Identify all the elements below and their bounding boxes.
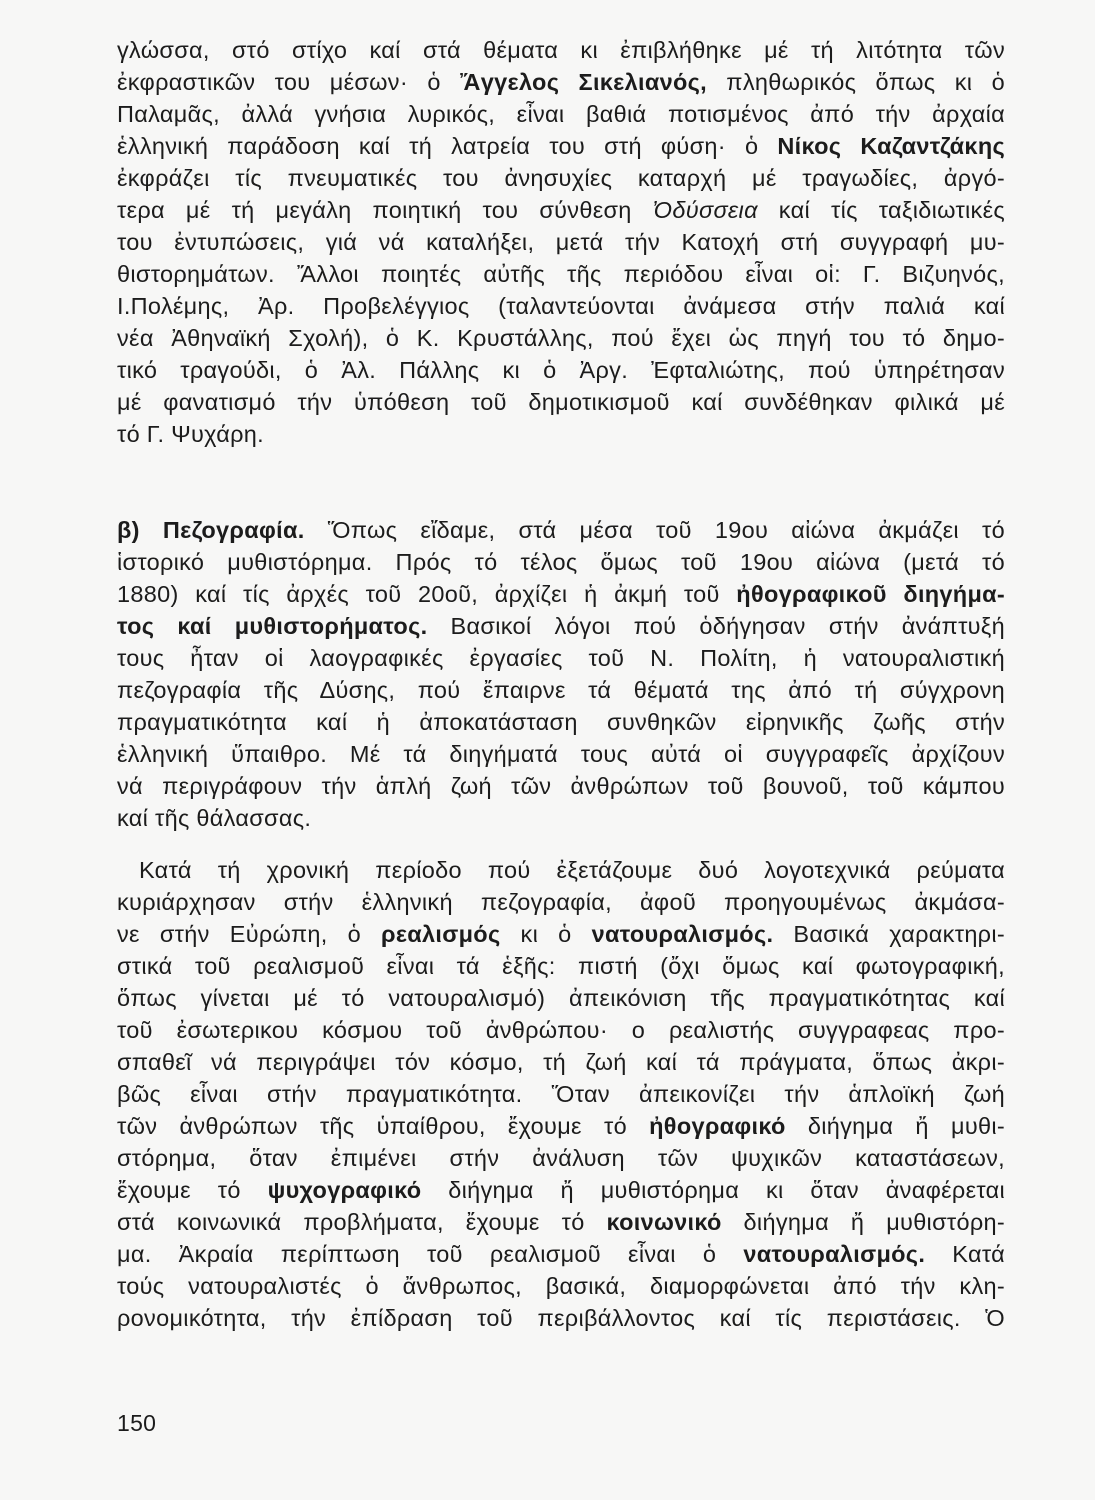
text-line: ἱστορικό μυθιστόρημα. Πρός τό τέλος ὅμως τοῦ 19ου αἰώνα (μετά τό <box>117 549 1005 575</box>
text-line: κυριάρχησαν στήν ἑλληνική πεζογραφία, ἀφοῦ προηγουμένως ἀκμάσα- <box>117 889 1005 915</box>
text-line: β) Πεζογραφία. Ὅπως εἴδαμε, στά μέσα τοῦ 19ου αἰώνα ἀκμάζει τό <box>117 517 1005 543</box>
text-line: καί τῆς θάλασσας. <box>117 805 312 831</box>
emphasis-term: νατουραλισμός. <box>591 921 774 947</box>
page-number: 150 <box>117 1410 157 1436</box>
text-line: ἔχουμε τό ψυχογραφικό διήγημα ἤ μυθιστόρημα κι ὅταν ἀναφέρεται <box>117 1177 1006 1203</box>
text-line: ἑλληνική παράδοση καί τή λατρεία του στή φύση· ὁ Νίκος Καζαντζάκης <box>117 133 1005 159</box>
text-line: μα. Ἀκραία περίπτωση τοῦ ρεαλισμοῦ εἶναι ὁ νατουραλισμός. Κατά <box>117 1241 1005 1267</box>
text-line: νέα Ἀθηναϊκή Σχολή), ὁ Κ. Κρυστάλλης, πού ἔχει ὡς πηγή του τό δημο- <box>117 325 1005 351</box>
emphasis-term: ψυχογραφικό <box>267 1177 422 1203</box>
text-line: τερα μέ τή μεγάλη ποιητική του σύνθεση Ὀδύσσεια καί τίς ταξιδιωτικές <box>117 197 1005 223</box>
text-line: γλώσσα, στό στίχο καί στά θέματα κι ἐπιβλήθηκε μέ τή λιτότητα τῶν <box>117 37 1005 63</box>
text-line: μέ φανατισμό τήν ὑπόθεση τοῦ δημοτικισμοῦ καί συνδέθηκαν φιλικά μέ <box>117 389 1005 415</box>
text-line: ἐκφραστικῶν του μέσων· ὁ Ἄγγελος Σικελιανός, πληθωρικός ὅπως κι ὁ <box>117 69 1005 95</box>
text-line: Κατά τή χρονική περίοδο πού ἐξετάζουμε δυό λογοτεχνικά ρεύματα <box>139 857 1005 883</box>
emphasis-name: Ἄγγελος Σικελιανός, <box>460 69 707 95</box>
text-line: πεζογραφία τῆς Δύσης, πού ἔπαιρνε τά θέματά της ἀπό τή σύγχρονη <box>117 677 1005 703</box>
text-line: 1880) καί τίς ἀρχές τοῦ 20οῦ, ἀρχίζει ἡ ἀκμή τοῦ ἠθογραφικοῦ διηγήμα- <box>117 581 1006 607</box>
text-line: στικά τοῦ ρεαλισμοῦ εἶναι τά ἑξῆς: πιστή (ὄχι ὅμως καί φωτογραφική, <box>117 953 1005 979</box>
text-line: Παλαμᾶς, ἀλλά γνήσια λυρικός, εἶναι βαθιά ποτισμένος ἀπό τήν ἀρχαία <box>117 101 1005 127</box>
text-line: ρονομικότητα, τήν ἐπίδραση τοῦ περιβάλλοντος καί τίς περιστάσεις. Ὁ <box>117 1305 1005 1331</box>
text-line: στά κοινωνικά προβλήματα, ἔχουμε τό κοινωνικό διήγημα ἤ μυθιστόρη- <box>117 1209 1005 1235</box>
text-line: τος καί μυθιστορήματος. Βασικοί λόγοι πού ὁδήγησαν στήν ἀνάπτυξή <box>117 613 1005 639</box>
text-line: τικό τραγούδι, ὁ Ἀλ. Πάλλης κι ὁ Ἀργ. Ἐφταλιώτης, πού ὑπηρέτησαν <box>117 357 1005 383</box>
text-line: ἑλληνική ὕπαιθρο. Μέ τά διηγήματά τους αὐτά οἱ συγγραφεῖς ἀρχίζουν <box>117 741 1005 767</box>
text-line: νά περιγράφουν τήν ἁπλή ζωή τῶν ἀνθρώπων τοῦ βουνοῦ, τοῦ κάμπου <box>117 773 1005 799</box>
text-line: τό Γ. Ψυχάρη. <box>117 421 264 447</box>
text-line: ὅπως γίνεται μέ τό νατουραλισμό) ἀπεικόνιση τῆς πραγματικότητας καί <box>117 985 1005 1011</box>
text-line: τούς νατουραλιστές ὁ ἄνθρωπος, βασικά, διαμορφώνεται ἀπό τήν κλη- <box>117 1273 1005 1299</box>
emphasis-term: τος καί μυθιστορήματος. <box>117 613 428 639</box>
text-line: βῶς εἶναι στήν πραγματικότητα. Ὅταν ἀπεικονίζει τήν ἁπλοϊκή ζωή <box>117 1081 1005 1107</box>
text-line: πραγματικότητα καί ἡ ἀποκατάσταση συνθηκῶν εἰρηνικῆς ζωῆς στήν <box>117 709 1005 735</box>
text-line: νε στήν Εὐρώπη, ὁ ρεαλισμός κι ὁ νατουραλισμός. Βασικά χαρακτηρι- <box>117 921 1005 947</box>
section-heading: β) Πεζογραφία. <box>117 517 305 543</box>
text-line: τοῦ ἐσωτερικου κόσμου τοῦ ἀνθρώπου· ο ρεαλιστής συγγραφεας προ- <box>117 1017 1005 1043</box>
text-line: ἐκφράζει τίς πνευματικές του ἀνησυχίες καταρχή μέ τραγωδίες, ἀργό- <box>117 165 1005 191</box>
emphasis-term: ρεαλισμός <box>381 921 501 947</box>
text-line: Ι.Πολέμης, Ἀρ. Προβελέγγιος (ταλαντεύονται ἀνάμεσα στήν παλιά καί <box>117 293 1005 319</box>
emphasis-term: ἠθογραφικό <box>649 1113 786 1139</box>
text-line: τους ἦταν οἱ λαογραφικές ἐργασίες τοῦ Ν. Πολίτη, ἡ νατουραλιστική <box>117 645 1005 671</box>
text-line: θιστορημάτων. Ἄλλοι ποιητές αὐτῆς τῆς περιόδου εἶναι οἱ: Γ. Βιζυηνός, <box>117 261 1005 287</box>
emphasis-term: κοινωνικό <box>606 1209 722 1235</box>
emphasis-title: Ὀδύσσεια <box>652 197 758 223</box>
paragraph-poetry <box>117 34 1005 450</box>
text-line: τῶν ἀνθρώπων τῆς ὑπαίθρου, ἔχουμε τό ἠθογραφικό διήγημα ἤ μυθι- <box>117 1113 1005 1139</box>
paragraph-prose <box>117 514 1005 834</box>
emphasis-name: Νίκος Καζαντζάκης <box>777 133 1005 159</box>
text-line: στόρημα, ὅταν ἐπιμένει στήν ἀνάλυση τῶν ψυχικῶν καταστάσεων, <box>117 1145 1005 1171</box>
text-line: σπαθεῖ νά περιγράψει τόν κόσμο, τή ζωή καί τά πράγματα, ὅπως ἀκρι- <box>117 1049 1005 1075</box>
emphasis-term: νατουραλισμός. <box>743 1241 926 1267</box>
emphasis-term: ἠθογραφικοῦ διηγήμα- <box>736 581 1006 607</box>
text-line: του ἐντυπώσεις, γιά νά καταλήξει, μετά τήν Κατοχή στή συγγραφή μυ- <box>117 229 1005 255</box>
paragraph-realism <box>117 854 1005 1334</box>
